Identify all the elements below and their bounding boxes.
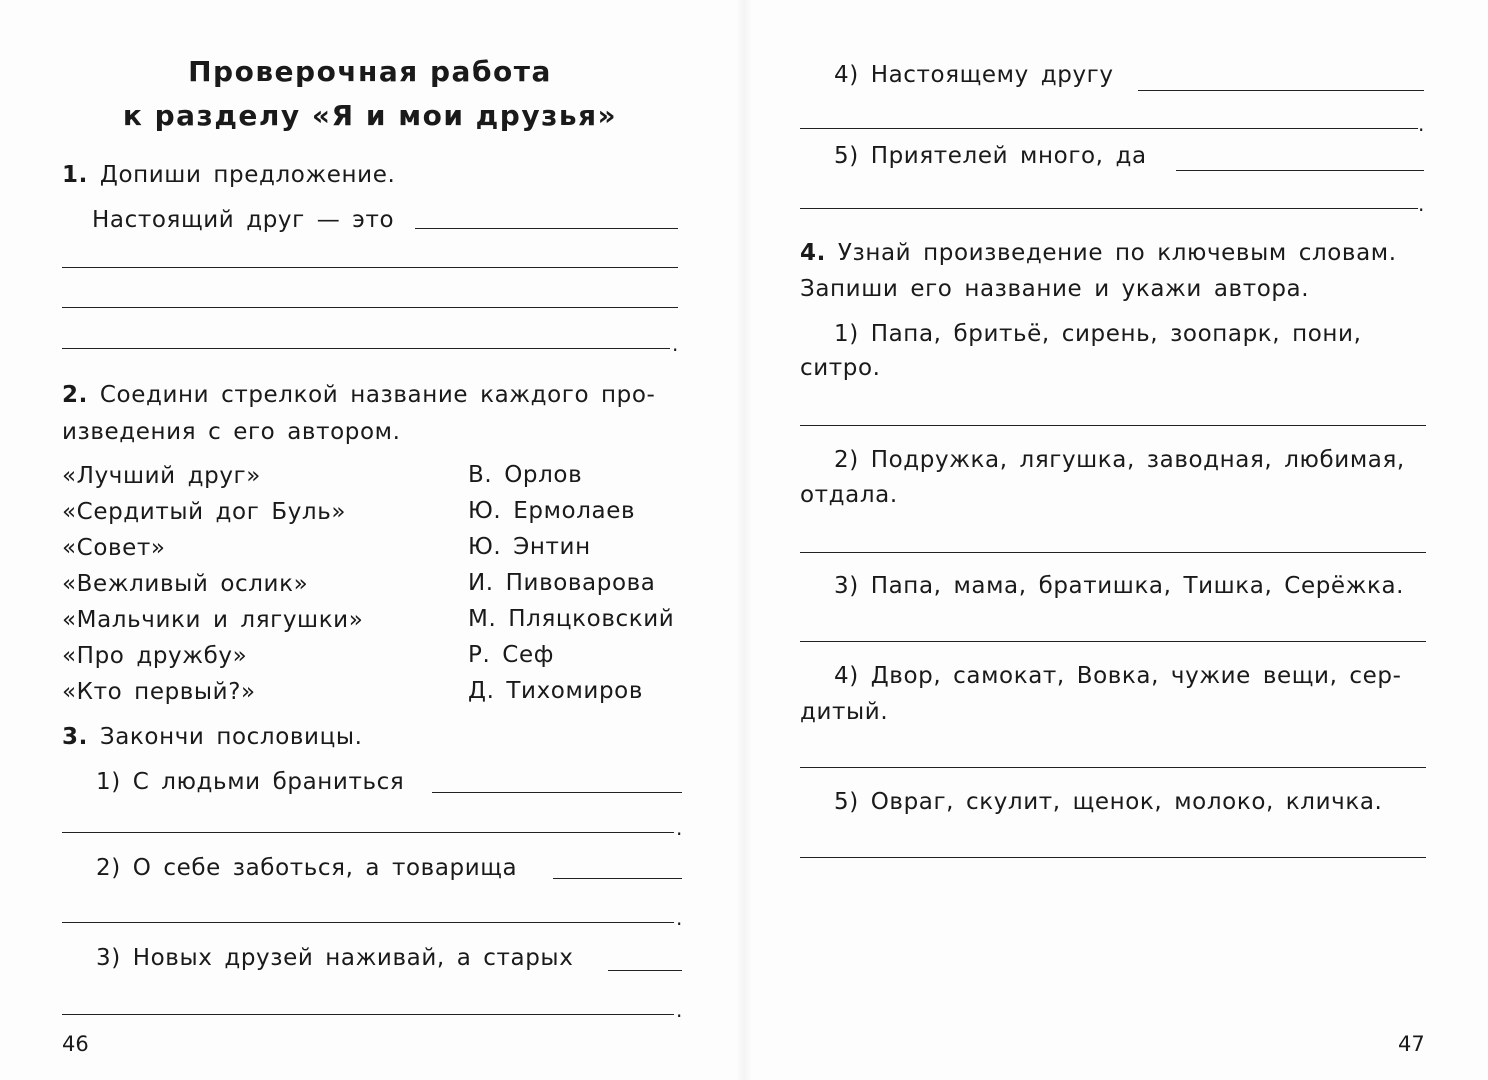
- answer-line[interactable]: [608, 970, 682, 971]
- proverb-item: 5) Приятелей много, да: [834, 143, 1147, 169]
- task2-number: 2.: [62, 382, 88, 408]
- answer-line[interactable]: [62, 832, 674, 833]
- page-number: 46: [62, 1032, 89, 1056]
- proverb-item: 1) С людьми браниться: [96, 769, 405, 795]
- author-name[interactable]: Ю. Энтин: [468, 534, 591, 560]
- work-title[interactable]: «Про дружбу»: [62, 643, 248, 669]
- task4-instruction-line1: Узнай произведение по ключевым словам.: [837, 240, 1397, 266]
- answer-line[interactable]: [415, 228, 678, 229]
- answer-line[interactable]: [553, 878, 682, 879]
- answer-line[interactable]: [800, 857, 1426, 858]
- task3-number: 3.: [62, 724, 88, 750]
- page-number: 47: [1398, 1032, 1425, 1056]
- answer-line[interactable]: [800, 767, 1426, 768]
- end-period: .: [1418, 192, 1425, 216]
- end-period: .: [676, 906, 683, 930]
- clue-item-line1: 4) Двор, самокат, Вовка, чужие вещи, сер-: [834, 663, 1402, 689]
- answer-line[interactable]: [800, 552, 1426, 553]
- task3-instruction: Закончи пословицы.: [99, 724, 363, 750]
- author-name[interactable]: М. Пляцковский: [468, 606, 675, 632]
- answer-line[interactable]: [1138, 90, 1424, 91]
- answer-line[interactable]: [62, 267, 678, 268]
- task3-heading: [62, 722, 363, 752]
- author-name[interactable]: Д. Тихомиров: [468, 678, 643, 704]
- clue-item-line1: 3) Папа, мама, братишка, Тишка, Серёжка.: [834, 573, 1405, 599]
- author-name[interactable]: В. Орлов: [468, 462, 583, 488]
- work-title[interactable]: «Лучший друг»: [62, 463, 261, 489]
- task1-heading: [62, 160, 395, 190]
- task1-prompt: Настоящий друг — это: [92, 207, 395, 233]
- clue-item-line2: дитый.: [800, 699, 889, 725]
- page-right: [744, 0, 1488, 1080]
- page-title-line2: к разделу «Я и мои друзья»: [122, 99, 618, 132]
- work-title[interactable]: «Вежливый ослик»: [62, 571, 309, 597]
- work-title[interactable]: «Совет»: [62, 535, 166, 561]
- work-title[interactable]: «Кто первый?»: [62, 679, 256, 705]
- end-period: .: [672, 332, 679, 356]
- answer-line[interactable]: [800, 425, 1426, 426]
- clue-item-line1: 2) Подружка, лягушка, заводная, любимая,: [834, 447, 1405, 473]
- answer-line[interactable]: [62, 307, 678, 308]
- answer-line[interactable]: [62, 1014, 674, 1015]
- clue-item-line1: 5) Овраг, скулит, щенок, молоко, кличка.: [834, 789, 1383, 815]
- task2-heading: [62, 380, 655, 410]
- task4-number: 4.: [800, 240, 826, 266]
- answer-line[interactable]: [800, 641, 1426, 642]
- task1-instruction: Допиши предложение.: [99, 162, 396, 188]
- task4-heading: [800, 238, 1397, 268]
- proverb-item: 2) О себе заботься, а товарища: [96, 855, 518, 881]
- answer-line[interactable]: [1176, 170, 1424, 171]
- work-title[interactable]: «Мальчики и лягушки»: [62, 607, 364, 633]
- page-title-line1: Проверочная работа: [188, 55, 552, 88]
- task1-number: 1.: [62, 162, 88, 188]
- answer-line[interactable]: [62, 922, 674, 923]
- author-name[interactable]: И. Пивоварова: [468, 570, 656, 596]
- answer-line[interactable]: [800, 208, 1418, 209]
- work-title[interactable]: «Сердитый дог Буль»: [62, 499, 347, 525]
- answer-line[interactable]: [432, 792, 682, 793]
- answer-line[interactable]: [62, 348, 670, 349]
- end-period: .: [1418, 112, 1425, 136]
- end-period: .: [676, 998, 683, 1022]
- clue-item-line1: 1) Папа, бритьё, сирень, зоопарк, пони,: [834, 321, 1362, 347]
- answer-line[interactable]: [800, 128, 1418, 129]
- clue-item-line2: отдала.: [800, 482, 898, 508]
- clue-item-line2: ситро.: [800, 355, 881, 381]
- task4-instruction-line2: Запиши его название и укажи автора.: [800, 276, 1310, 302]
- task2-instruction-line2: изведения с его автором.: [62, 419, 401, 445]
- proverb-item: 3) Новых друзей наживай, а старых: [96, 945, 574, 971]
- task2-instruction-line1: Соедини стрелкой название каждого про-: [99, 382, 656, 408]
- author-name[interactable]: Ю. Ермолаев: [468, 498, 636, 524]
- author-name[interactable]: Р. Сеф: [468, 642, 554, 668]
- end-period: .: [676, 816, 683, 840]
- proverb-item: 4) Настоящему другу: [834, 62, 1114, 88]
